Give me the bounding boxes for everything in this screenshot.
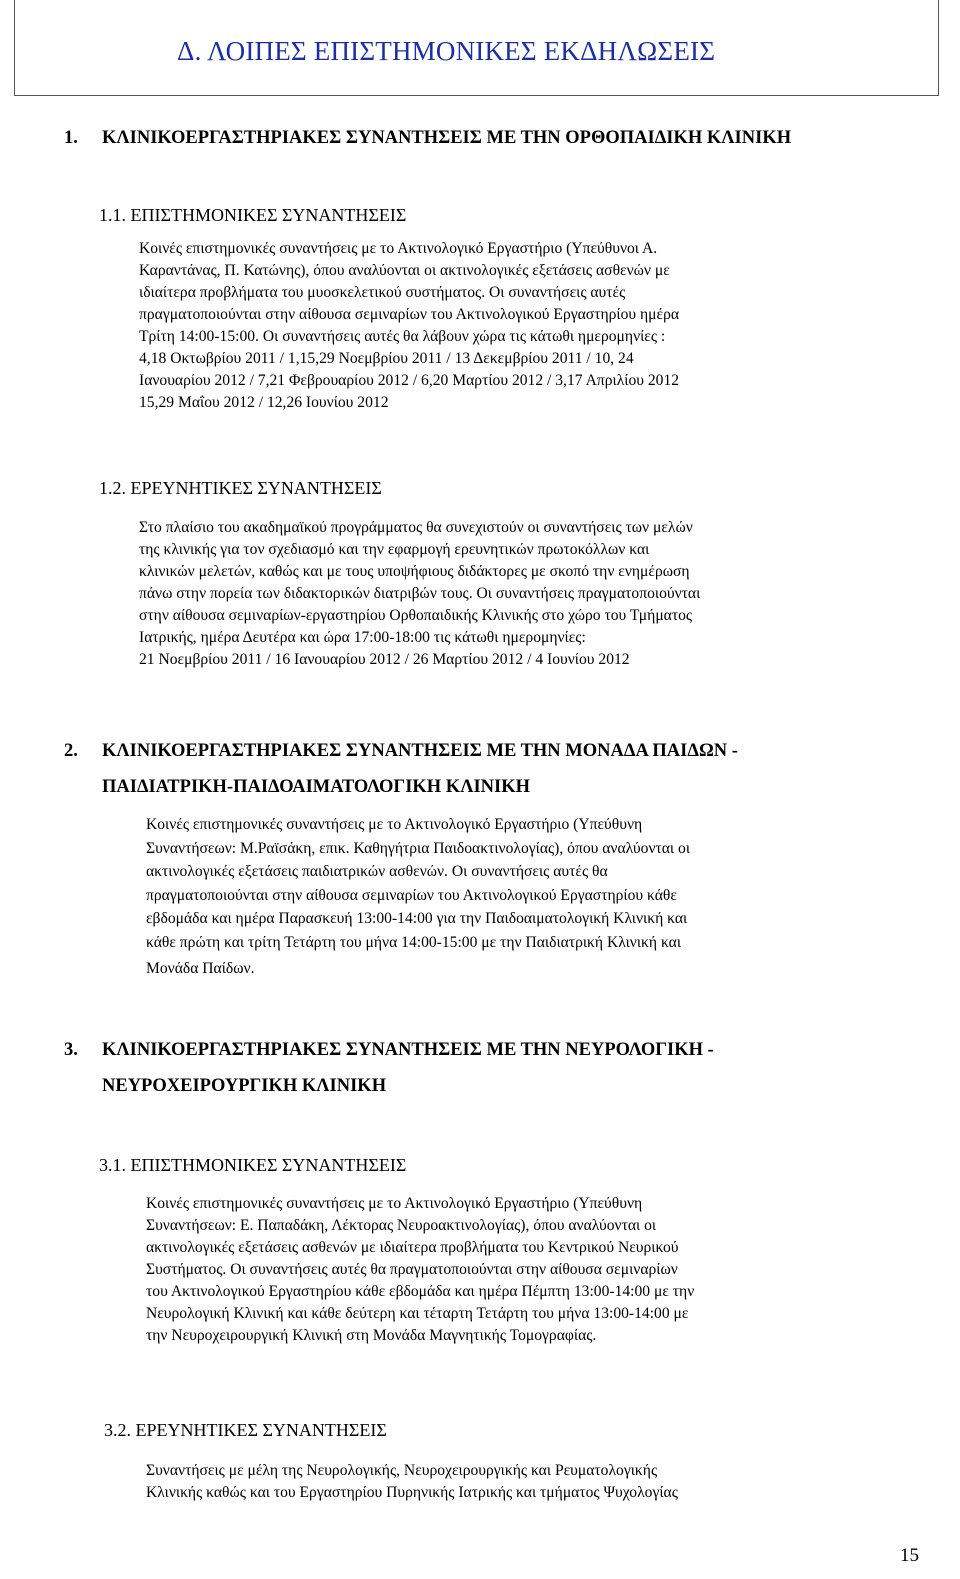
section-2-text xyxy=(146,813,690,981)
text-line: Συναντήσεων: Μ.Ραϊσάκη, επικ. Καθηγήτρια Παιδοακτινολογίας), όπου αναλύονται οι xyxy=(146,839,691,857)
text-line: Κοινές επιστημονικές συναντήσεις με το Ακτινολογικό Εργαστήριο (Υπεύθυνη xyxy=(146,1195,643,1212)
text-line: Στο πλαίσιο του ακαδημαϊκού προγράμματος θα συνεχιστούν οι συναντήσεις των μελών xyxy=(139,519,693,536)
section-number: 2. xyxy=(64,741,78,761)
text-line: Ιανουαρίου 2012 / 7,21 Φεβρουαρίου 2012 / 6,20 Μαρτίου 2012 / 3,17 Απριλίου 2012 xyxy=(139,372,680,389)
text-line: 15,29 Μαΐου 2012 / 12,26 Ιουνίου 2012 xyxy=(139,394,389,411)
text-line: Κλινικής καθώς και του Εργαστηρίου Πυρηνικής Ιατρικής και τμήματος Ψυχολογίας xyxy=(146,1484,678,1501)
subsection-3-1-heading: 3.1. ΕΠΙΣΤΗΜΟΝΙΚΕΣ ΣΥΝΑΝΤΗΣΕΙΣ xyxy=(99,1155,407,1175)
subsection-1-2-heading: 1.2. ΕΡΕΥΝΗΤΙΚΕΣ ΣΥΝΑΝΤΗΣΕΙΣ xyxy=(99,478,382,498)
subsection-1-1-text xyxy=(139,238,679,414)
text-line: Νευρολογική Κλινική και κάθε δεύτερη και τέταρτη Τετάρτη του μήνα 13:00-14:00 με xyxy=(146,1305,689,1322)
text-line: πραγματοποιούνται στην αίθουσα σεμιναρίων του Ακτινολογικού Εργαστηρίου ημέρα xyxy=(139,306,680,323)
section-title-line2: ΠΑΙΔΙΑΤΡΙΚΗ-ΠΑΙΔΟΑΙΜΑΤΟΛΟΓΙΚΗ ΚΛΙΝΙΚΗ xyxy=(102,777,530,797)
text-line: Συναντήσεις με μέλη της Νευρολογικής, Νευροχειρουργικής και Ρευματολογικής xyxy=(146,1462,658,1479)
section-number: 1. xyxy=(64,128,78,148)
section-number: 3. xyxy=(64,1040,78,1060)
text-line: πάνω στην πορεία των διδακτορικών διατριβών τους. Οι συναντήσεις πραγματοποιούνται xyxy=(139,585,701,602)
text-line: την Νευροχειρουργική Κλινική στη Μονάδα Μαγνητικής Τομογραφίας. xyxy=(146,1327,597,1344)
text-line: κάθε πρώτη και τρίτη Τετάρτη του μήνα 14:00-15:00 με την Παιδιατρική Κλινική και xyxy=(146,933,682,951)
text-line: Συστήματος. Οι συναντήσεις αυτές θα πραγματοποιούνται στην αίθουσα σεμιναρίων xyxy=(146,1261,678,1278)
text-line: Συναντήσεων: Ε. Παπαδάκη, Λέκτορας Νευροακτινολογίας), όπου αναλύονται οι xyxy=(146,1217,657,1234)
section-title: ΚΛΙΝΙΚΟΕΡΓΑΣΤΗΡΙΑΚΕΣ ΣΥΝΑΝΤΗΣΕΙΣ ΜΕ ΤΗΝ ΜΟΝΑΔΑ ΠΑΙΔΩΝ - xyxy=(102,741,738,761)
page-number: 15 xyxy=(900,1545,919,1566)
text-line: 21 Νοεμβρίου 2011 / 16 Ιανουαρίου 2012 / 26 Μαρτίου 2012 / 4 Ιουνίου 2012 xyxy=(139,651,630,668)
subsection-3-1-text xyxy=(146,1193,694,1347)
text-line: 4,18 Οκτωβρίου 2011 / 1,15,29 Νοεμβρίου 2011 / 13 Δεκεμβρίου 2011 / 10, 24 xyxy=(139,350,634,367)
text-line: Καραντάνας, Π. Κατώνης), όπου αναλύονται οι ακτινολογικές εξετάσεις ασθενών με xyxy=(139,262,670,279)
subsection-3-2-text xyxy=(146,1460,678,1504)
section-title: ΚΛΙΝΙΚΟΕΡΓΑΣΤΗΡΙΑΚΕΣ ΣΥΝΑΝΤΗΣΕΙΣ ΜΕ ΤΗΝ ΝΕΥΡΟΛΟΓΙΚΗ - xyxy=(102,1040,714,1060)
text-line: Κοινές επιστημονικές συναντήσεις με το Ακτινολογικό Εργαστήριο (Υπεύθυνοι Α. xyxy=(139,240,658,257)
text-line: κλινικών μελετών, καθώς και με τους υποψήφιους διδάκτορες με σκοπό την ενημέρωση xyxy=(139,563,690,580)
section-title-line2: ΝΕΥΡΟΧΕΙΡΟΥΡΓΙΚΗ ΚΛΙΝΙΚΗ xyxy=(102,1076,387,1096)
text-line: Ιατρικής, ημέρα Δευτέρα και ώρα 17:00-18:00 τις κάτωθι ημερομηνίες: xyxy=(139,629,586,646)
text-line: ιδιαίτερα προβλήματα του μυοσκελετικού συστήματος. Οι συναντήσεις αυτές xyxy=(139,284,626,301)
text-line: ακτινολογικές εξετάσεις παιδιατρικών ασθενών. Οι συναντήσεις αυτές θα xyxy=(146,863,608,880)
section-1-heading xyxy=(64,120,944,156)
text-line: εβδομάδα και ημέρα Παρασκευή 13:00-14:00 για την Παιδοαιματολογική Κλινική και xyxy=(146,910,688,927)
text-line: της κλινικής για τον σχεδιασμό και την εφαρμογή ερευνητικών πρωτοκόλλων και xyxy=(139,541,650,558)
title-frame xyxy=(14,0,939,96)
section-3-heading xyxy=(64,1032,944,1104)
text-line: ακτινολογικές εξετάσεις ασθενών με ιδιαίτερα προβλήματα του Κεντρικού Νευρικού xyxy=(146,1239,679,1256)
text-line: πραγματοποιούνται στην αίθουσα σεμιναρίων του Ακτινολογικού Εργαστηρίου κάθε xyxy=(146,886,677,904)
section-2-heading xyxy=(64,733,944,805)
text-line: Κοινές επιστημονικές συναντήσεις με το Ακτινολογικό Εργαστήριο (Υπεύθυνη xyxy=(146,816,643,833)
text-line: Μονάδα Παίδων. xyxy=(146,960,255,977)
text-line: Τρίτη 14:00-15:00. Οι συναντήσεις αυτές θα λάβουν χώρα τις κάτωθι ημερομηνίες : xyxy=(139,328,666,345)
text-line: του Ακτινολογικού Εργαστηρίου κάθε εβδομάδα και ημέρα Πέμπτη 13:00-14:00 με την xyxy=(146,1283,695,1300)
section-title: ΚΛΙΝΙΚΟΕΡΓΑΣΤΗΡΙΑΚΕΣ ΣΥΝΑΝΤΗΣΕΙΣ ΜΕ ΤΗΝ ΟΡΘΟΠΑΙΔΙΚΗ ΚΛΙΝΙΚΗ xyxy=(102,128,792,148)
document-title: Δ. ΛΟΙΠΕΣ ΕΠΙΣΤΗΜΟΝΙΚΕΣ ΕΚΔΗΛΩΣΕΙΣ xyxy=(177,36,716,66)
text-line: στην αίθουσα σεμιναρίων-εργαστηρίου Ορθοπαιδικής Κλινικής στο χώρο του Τμήματος xyxy=(139,607,693,624)
subsection-3-2-heading: 3.2. ΕΡΕΥΝΗΤΙΚΕΣ ΣΥΝΑΝΤΗΣΕΙΣ xyxy=(104,1420,387,1440)
subsection-1-2-text xyxy=(139,517,700,671)
subsection-1-1-heading: 1.1. ΕΠΙΣΤΗΜΟΝΙΚΕΣ ΣΥΝΑΝΤΗΣΕΙΣ xyxy=(99,205,407,225)
